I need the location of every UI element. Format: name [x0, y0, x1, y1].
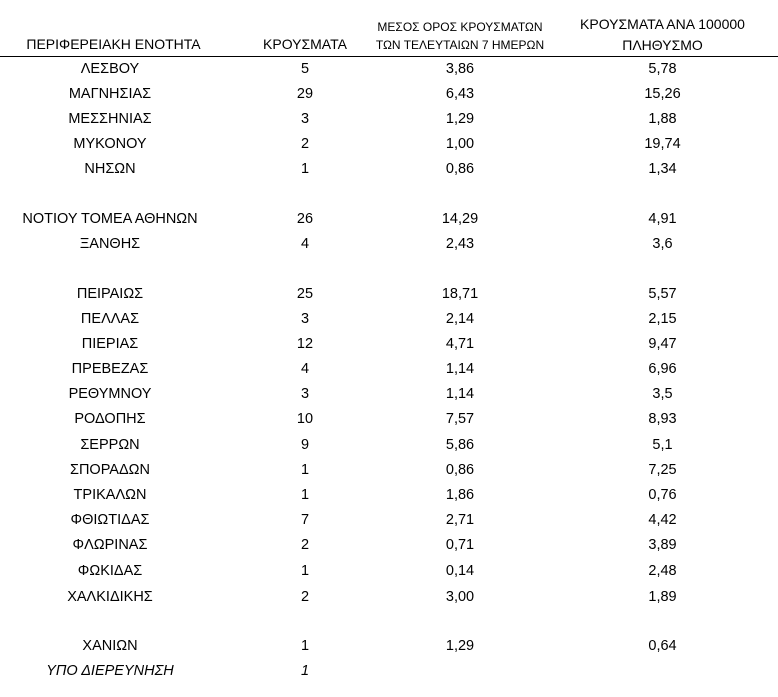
per-100k-cell: 6,96 [648, 361, 677, 377]
cases-cell: 1 [300, 638, 310, 654]
region-cell: ΡΟΔΟΠΗΣ [74, 411, 146, 427]
table-row [0, 560, 778, 582]
average-cell: 18,71 [441, 286, 479, 302]
region-cell: ΝΟΤΙΟΥ ΤΟΜΕΑ ΑΘΗΝΩΝ [22, 211, 198, 227]
cases-cell: 3 [300, 386, 310, 402]
average-cell: 0,14 [445, 563, 475, 579]
cases-cell: 26 [296, 211, 314, 227]
per-100k-cell: 0,76 [648, 487, 677, 503]
average-cell: 1,14 [445, 386, 475, 402]
header-cases-per-100k [545, 14, 778, 56]
header-seven-day-average-line1: ΜΕΣΟΣ ΟΡΟΣ ΚΡΟΥΣΜΑΤΩΝ [377, 20, 543, 34]
table-row [0, 484, 778, 506]
average-cell: 1,14 [445, 361, 475, 377]
average-cell: 0,86 [445, 462, 475, 478]
per-100k-cell: 2,15 [648, 311, 677, 327]
table-row [0, 509, 778, 531]
region-cell: ΜΥΚΟΝΟΥ [73, 136, 147, 152]
region-cell: ΤΡΙΚΑΛΩΝ [73, 487, 147, 503]
region-cell: ΜΕΣΣΗΝΙΑΣ [68, 111, 152, 127]
region-cell: ΠΕΛΛΑΣ [80, 311, 140, 327]
region-cell: ΛΕΣΒΟΥ [80, 61, 140, 77]
table-row [0, 383, 778, 405]
cases-cell: 5 [300, 61, 310, 77]
average-cell: 6,43 [445, 86, 475, 102]
cases-cell: 1 [300, 563, 310, 579]
average-cell: 1,00 [445, 136, 475, 152]
table-row [0, 358, 778, 380]
table-row [0, 208, 778, 230]
header-seven-day-average-line2: ΤΩΝ ΤΕΛΕΥΤΑΙΩΝ 7 ΗΜΕΡΩΝ [375, 38, 545, 52]
cases-cell: 3 [300, 111, 310, 127]
cases-cell: 25 [296, 286, 314, 302]
region-cell: ΣΕΡΡΩΝ [80, 437, 140, 453]
table-row-under-investigation [0, 660, 778, 682]
table-row [0, 434, 778, 456]
cases-cell: 7 [300, 512, 310, 528]
average-cell: 5,86 [445, 437, 475, 453]
region-cell: ΧΑΝΙΩΝ [82, 638, 138, 654]
cases-cell: 2 [300, 537, 310, 553]
cases-cell: 3 [300, 311, 310, 327]
average-cell: 4,71 [445, 336, 475, 352]
region-cell: ΡΕΘΥΜΝΟΥ [68, 386, 152, 402]
average-cell: 1,29 [445, 638, 475, 654]
average-cell: 0,86 [445, 161, 475, 177]
header-seven-day-average [365, 18, 555, 54]
table-row [0, 408, 778, 430]
per-100k-cell: 4,91 [648, 211, 677, 227]
table-row [0, 283, 778, 305]
per-100k-cell: 5,1 [652, 437, 673, 453]
cases-cell: 1 [300, 487, 310, 503]
region-cell: ΧΑΛΚΙΔΙΚΗΣ [67, 589, 153, 605]
per-100k-cell: 1,89 [648, 589, 677, 605]
average-cell: 1,29 [445, 111, 475, 127]
table-row [0, 586, 778, 608]
cases-cell: 1 [300, 462, 310, 478]
average-cell: 2,43 [445, 236, 475, 252]
region-cell: ΜΑΓΝΗΣΙΑΣ [68, 86, 152, 102]
average-cell: 0,71 [445, 537, 475, 553]
header-divider [0, 56, 778, 57]
table-row [0, 133, 778, 155]
table-row [0, 308, 778, 330]
cases-cell: 1 [300, 663, 310, 679]
per-100k-cell: 8,93 [648, 411, 677, 427]
region-cell: ΞΑΝΘΗΣ [79, 236, 141, 252]
per-100k-cell: 4,42 [648, 512, 677, 528]
region-cell: ΣΠΟΡΑΔΩΝ [70, 462, 150, 478]
table-row [0, 459, 778, 481]
average-cell: 1,86 [445, 487, 475, 503]
table-row [0, 534, 778, 556]
cases-cell: 1 [300, 161, 310, 177]
region-cell: ΝΗΣΩΝ [84, 161, 136, 177]
per-100k-cell: 2,48 [648, 563, 677, 579]
average-cell: 3,00 [445, 589, 475, 605]
table-row [0, 58, 778, 80]
cases-cell: 12 [296, 336, 314, 352]
per-100k-cell: 5,57 [648, 286, 677, 302]
per-100k-cell: 0,64 [648, 638, 677, 654]
region-cell: ΠΡΕΒΕΖΑΣ [71, 361, 149, 377]
cases-cell: 29 [296, 86, 314, 102]
table-row [0, 83, 778, 105]
region-cell: ΦΘΙΩΤΙΔΑΣ [70, 512, 150, 528]
per-100k-cell: 1,34 [648, 161, 677, 177]
table-row [0, 635, 778, 657]
average-cell: 14,29 [441, 211, 479, 227]
per-100k-cell: 1,88 [648, 111, 677, 127]
cases-cell: 2 [300, 136, 310, 152]
region-cell: ΦΩΚΙΔΑΣ [77, 563, 143, 579]
per-100k-cell: 3,89 [648, 537, 677, 553]
header-cases: ΚΡΟΥΣΜΑΤΑ [263, 36, 347, 52]
region-cell: ΠΙΕΡΙΑΣ [81, 336, 139, 352]
cases-cell: 2 [300, 589, 310, 605]
per-100k-cell: 19,74 [644, 136, 681, 152]
per-100k-cell: 7,25 [648, 462, 677, 478]
per-100k-cell: 3,5 [652, 386, 673, 402]
cases-cell: 4 [300, 361, 310, 377]
average-cell: 3,86 [445, 61, 475, 77]
average-cell: 7,57 [445, 411, 475, 427]
cases-cell: 9 [300, 437, 310, 453]
header-cases-per-100k-line2: ΠΛΗΘΥΣΜΟ [622, 37, 703, 53]
per-100k-cell: 3,6 [652, 236, 673, 252]
table-row [0, 233, 778, 255]
average-cell: 2,14 [445, 311, 475, 327]
region-cell: ΥΠΟ ΔΙΕΡΕΥΝΗΣΗ [46, 663, 174, 679]
per-100k-cell: 5,78 [648, 61, 677, 77]
region-cell: ΦΛΩΡΙΝΑΣ [72, 537, 148, 553]
header-region: ΠΕΡΙΦΕΡΕΙΑΚΗ ΕΝΟΤΗΤΑ [26, 36, 201, 52]
table-row [0, 108, 778, 130]
average-cell: 2,71 [445, 512, 475, 528]
table-row [0, 158, 778, 180]
per-100k-cell: 9,47 [648, 336, 677, 352]
per-100k-cell: 15,26 [644, 86, 681, 102]
cases-cell: 4 [300, 236, 310, 252]
table-row [0, 333, 778, 355]
region-cell: ΠΕΙΡΑΙΩΣ [76, 286, 144, 302]
header-cases-per-100k-line1: ΚΡΟΥΣΜΑΤΑ ΑΝΑ 100000 [580, 16, 745, 32]
cases-cell: 10 [296, 411, 314, 427]
